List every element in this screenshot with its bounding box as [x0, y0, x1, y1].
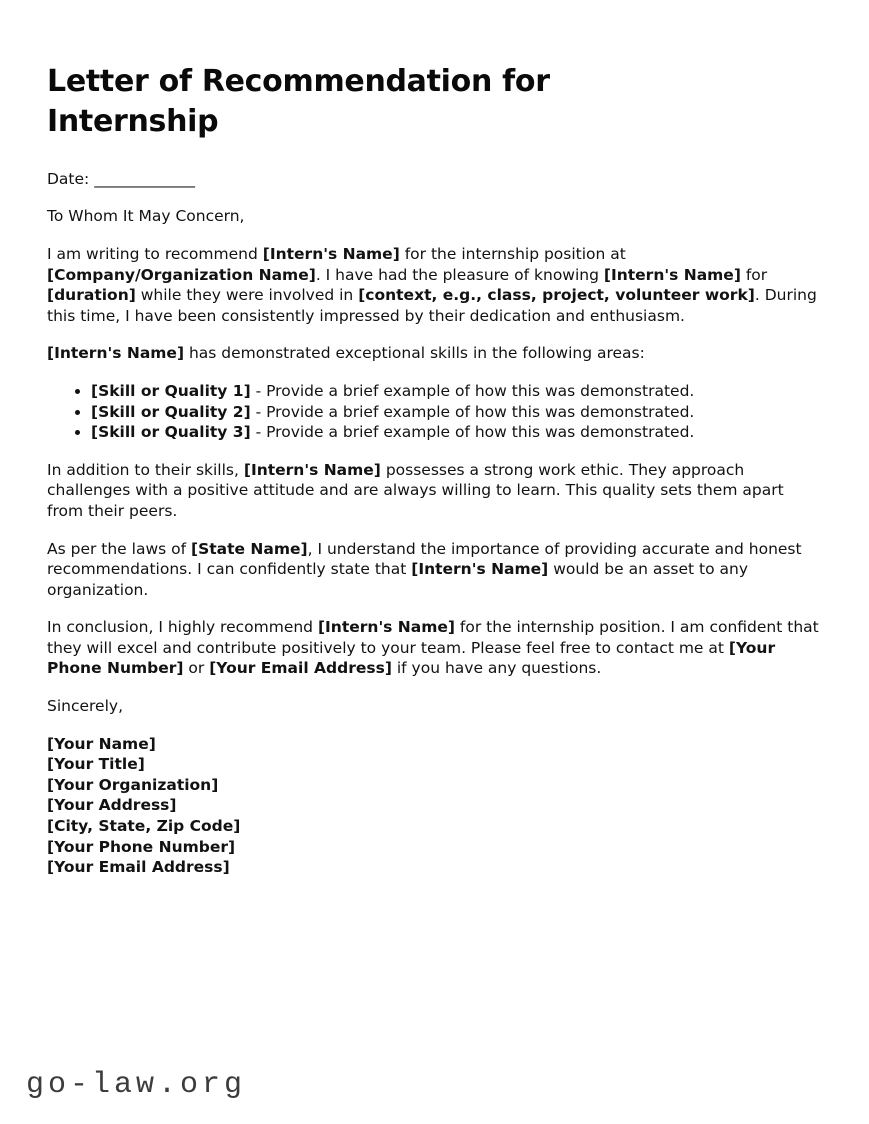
signature-line: [Your Email Address]	[47, 858, 230, 877]
site-watermark: go-law.org	[26, 1068, 247, 1102]
date-line: Date: _____________	[47, 169, 195, 188]
signature-line: [Your Title]	[47, 755, 145, 774]
signature-line: [Your Name]	[47, 734, 156, 753]
work-ethic-paragraph: In addition to their skills, [Intern's Name] possesses a strong work ethic. They approach challenges with a positive attitude and are always willing to learn. This quality sets them apart from their peers.	[47, 460, 784, 520]
intro-paragraph: I am writing to recommend [Intern's Name] for the internship position at [Company/Organization Name]. I have had the pleasure of knowing [Intern's Name] for [duration] while they were involved in [context, e.g., class, project, volunteer work]. During this time, I have been consistently impressed by their dedication and enthusiasm.	[47, 244, 817, 325]
skills-list	[47, 381, 821, 443]
state-law-paragraph: As per the laws of [State Name], I understand the importance of providing accurate and honest recommendations. I can confidently state that [Intern's Name] would be an asset to any organization.	[47, 539, 802, 599]
signature-block	[47, 734, 821, 878]
signature-line: [City, State, Zip Code]	[47, 817, 241, 836]
skill-item: • [Skill or Quality 3] - Provide a brief example of how this was demonstrated.	[91, 422, 821, 443]
document-title: Letter of Recommendation for Internship	[47, 64, 550, 139]
conclusion-paragraph: In conclusion, I highly recommend [Intern's Name] for the internship position. I am confident that they will excel and contribute positively to your team. Please feel free to contact me at [Your Phone Number] or [Your Email Address] if you have any questions.	[47, 618, 819, 678]
salutation: To Whom It May Concern,	[47, 207, 245, 226]
signature-line: [Your Phone Number]	[47, 837, 236, 856]
signature-line: [Your Address]	[47, 796, 177, 815]
skill-item: • [Skill or Quality 2] - Provide a brief example of how this was demonstrated.	[91, 402, 821, 423]
signature-line: [Your Organization]	[47, 775, 219, 794]
closing: Sincerely,	[47, 697, 124, 716]
skills-intro: [Intern's Name] has demonstrated exceptional skills in the following areas:	[47, 344, 645, 363]
skill-item: • [Skill or Quality 1] - Provide a brief example of how this was demonstrated.	[91, 381, 821, 402]
